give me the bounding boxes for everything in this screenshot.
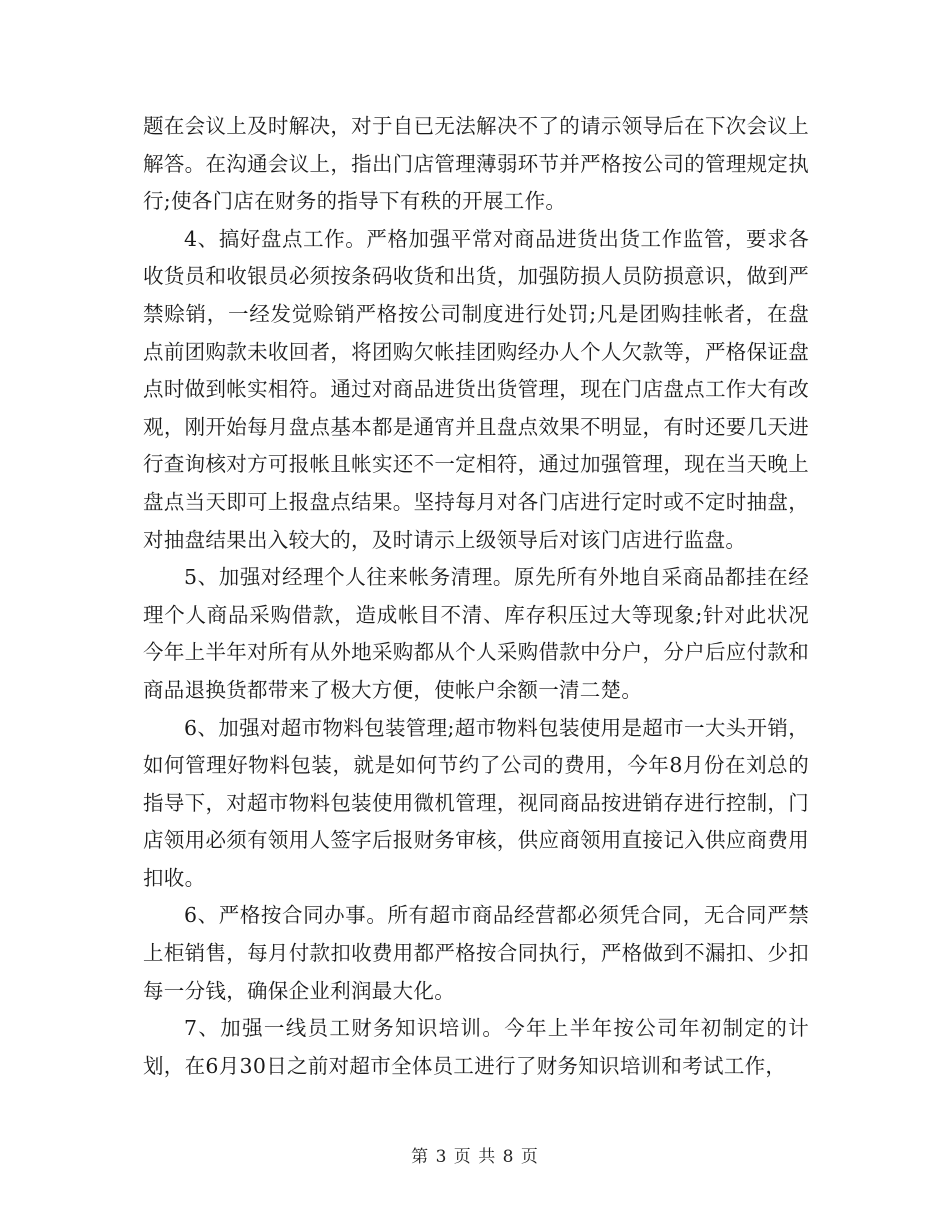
- paragraph-item-6b: 6、严格按合同办事。所有超市商品经营都必须凭合同，无合同严禁上柜销售，每月付款扣收费用都严格按合同执行，严格做到不漏扣、少扣每一分钱，确保企业利润最大化。: [143, 903, 809, 1003]
- paragraph-item-5: 5、加强对经理个人往来帐务清理。原先所有外地自采商品都挂在经理个人商品采购借款，造成帐目不清、库存积压过大等现象;针对此状况今年上半年对所有从外地采购都从个人采购借款中分户，分户后应付款和商品退换货都带来了极大方便，使帐户余额一清二楚。: [143, 565, 809, 702]
- page-number-footer: 第 3 页 共 8 页: [411, 1147, 539, 1167]
- paragraph-continuation: 题在会议上及时解决，对于自已无法解决不了的请示领导后在下次会议上解答。在沟通会议上，指出门店管理薄弱环节并严格按公司的管理规定执行;使各门店在财务的指导下有秩的开展工作。: [143, 114, 809, 214]
- document-body: [143, 108, 809, 1085]
- paragraph-item-7: 7、加强一线员工财务知识培训。今年上半年按公司年初制定的计划，在6月30日之前对超市全体员工进行了财务知识培训和考试工作，: [143, 1016, 809, 1078]
- paragraph-item-4: 4、搞好盘点工作。严格加强平常对商品进货出货工作监管，要求各收货员和收银员必须按条码收货和出货，加强防损人员防损意识，做到严禁赊销，一经发觉赊销严格按公司制度进行处罚;凡是团购挂帐者，在盘点前团购款未收回者，将团购欠帐挂团购经办人个人欠款等，严格保证盘点时做到帐实相符。通过对商品进货出货管理，现在门店盘点工作大有改观，刚开始每月盘点基本都是通宵并且盘点效果不明显，有时还要几天进行查询核对方可报帐且帐实还不一定相符，通过加强管理，现在当天晚上盘点当天即可上报盘点结果。坚持每月对各门店进行定时或不定时抽盘，对抽盘结果出入较大的，及时请示上级领导后对该门店进行监盘。: [143, 226, 809, 552]
- paragraph-item-6a: 6、加强对超市物料包装管理;超市物料包装使用是超市一大头开销，如何管理好物料包装，就是如何节约了公司的费用，今年8月份在刘总的指导下，对超市物料包装使用微机管理，视同商品按进销存进行控制，门店领用必须有领用人签字后报财务审核，供应商领用直接记入供应商费用扣收。: [143, 715, 809, 890]
